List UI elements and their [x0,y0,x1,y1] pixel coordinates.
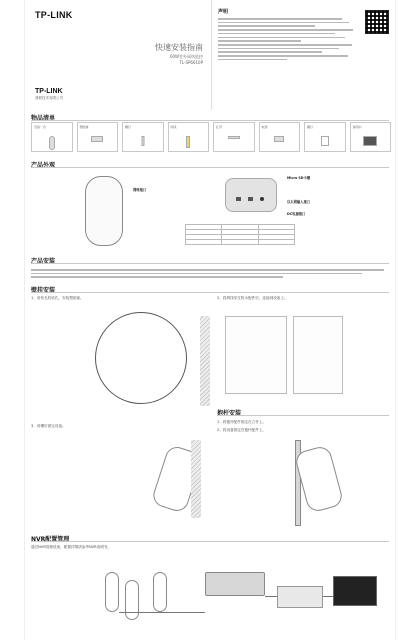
nvr-illustration [277,586,323,608]
annotation-label: 网络接口 [133,188,147,192]
wall-illustration [200,316,210,406]
port-icon [236,197,241,201]
brand-logo: TP-LINK [35,10,73,20]
item-label: 设备一台 [34,125,47,129]
camera-icon [105,572,119,612]
list-item [31,122,73,152]
guide-subtitle [170,54,203,65]
divider [31,263,389,264]
annotation-label: 以太网输入接口 [287,200,311,204]
wall-step-3: 3、用螺钉固定设备。 [31,424,66,428]
manual-icon [363,136,377,146]
list-item [168,122,210,152]
section-title-wall: 壁挂安装 [31,287,56,294]
cable-diagram-2 [293,316,343,394]
port-table [185,224,295,245]
camera-pole-illustration [294,444,345,513]
monitor-illustration [333,576,377,606]
screw-icon [141,136,144,146]
model-number: TL-SP6610P [179,59,203,65]
device-front-illustration [85,176,123,246]
dc-port-icon [260,197,264,201]
divider [31,292,389,293]
wall-step-2: 2、将网线穿过防水配件后，连接到设备上。 [217,296,288,300]
cable-line [323,596,333,597]
zoom-detail-illustration [95,312,187,404]
item-label: 塑胶塞 [79,125,89,129]
quick-install-guide [24,0,396,640]
camera-icon [153,572,167,612]
divider [31,541,389,542]
brand-logo-small: TP-LINK [35,88,63,95]
section-title-install: 产品安装 [31,258,56,265]
declaration-text [218,16,356,62]
list-item [350,122,392,152]
qr-code-icon [365,10,389,34]
port-icon [248,197,253,201]
device-back-illustration [225,178,277,212]
annotation-net-in [287,200,387,204]
item-label: 螺钉 [307,125,314,129]
annotation-label: Micro SD卡槽 [287,176,311,180]
divider [31,120,389,121]
item-label: 扎带 [216,125,223,129]
item-label: 电源 [261,125,268,129]
section-title-pole: 抱杆安装 [217,410,242,417]
item-label: 螺钉 [125,125,132,129]
list-item [213,122,255,152]
annotation-network [133,188,193,192]
pole-step-2: 2、将设备固定在抱杆配件上。 [217,428,267,432]
item-label: 说明书 [352,125,362,129]
tie-icon [228,136,240,139]
list-item [77,122,119,152]
declaration-panel [211,0,397,110]
section-title-nvr: NVR配置管理 [31,536,70,543]
cable-diagram [225,316,287,394]
declaration-title: 声明 [218,9,229,15]
power-adapter-icon [274,136,284,142]
section-title-appearance: 产品外观 [31,162,56,169]
divider [217,415,389,416]
nvr-description: 通过NVR管理设备，配置详情请参考NVR说明书。 [31,545,111,549]
cable-line [119,612,205,613]
anchor-icon [91,136,103,142]
guide-title: 快速安装指南 [155,43,203,52]
poe-switch-illustration [205,572,265,596]
wall-illustration [191,440,201,518]
list-item [304,122,346,152]
list-item [122,122,164,152]
wall-step-1: 1、用钻孔机钻孔，安装塑胶塞。 [31,296,84,300]
annotation-dc [287,212,387,216]
divider [31,167,389,168]
list-item [259,122,301,152]
install-notes [31,267,391,280]
cable-line [265,596,277,597]
item-label: 网线 [170,125,177,129]
section-title-items: 物品清单 [31,115,56,122]
product-name: 60W室外网络监控 [169,54,203,59]
cover-panel [25,0,211,110]
item-list [31,122,391,152]
cable-icon [186,136,190,148]
camera-icon [125,580,139,620]
annotation-label: DC电源接口 [287,212,306,216]
pole-step-1: 1、将抱杆配件固定在立杆上。 [217,420,267,424]
screw-pack-icon [321,136,329,146]
company-name: 普联技术有限公司 [35,96,63,100]
camera-icon [49,136,55,150]
annotation-micro-sd [287,176,387,180]
